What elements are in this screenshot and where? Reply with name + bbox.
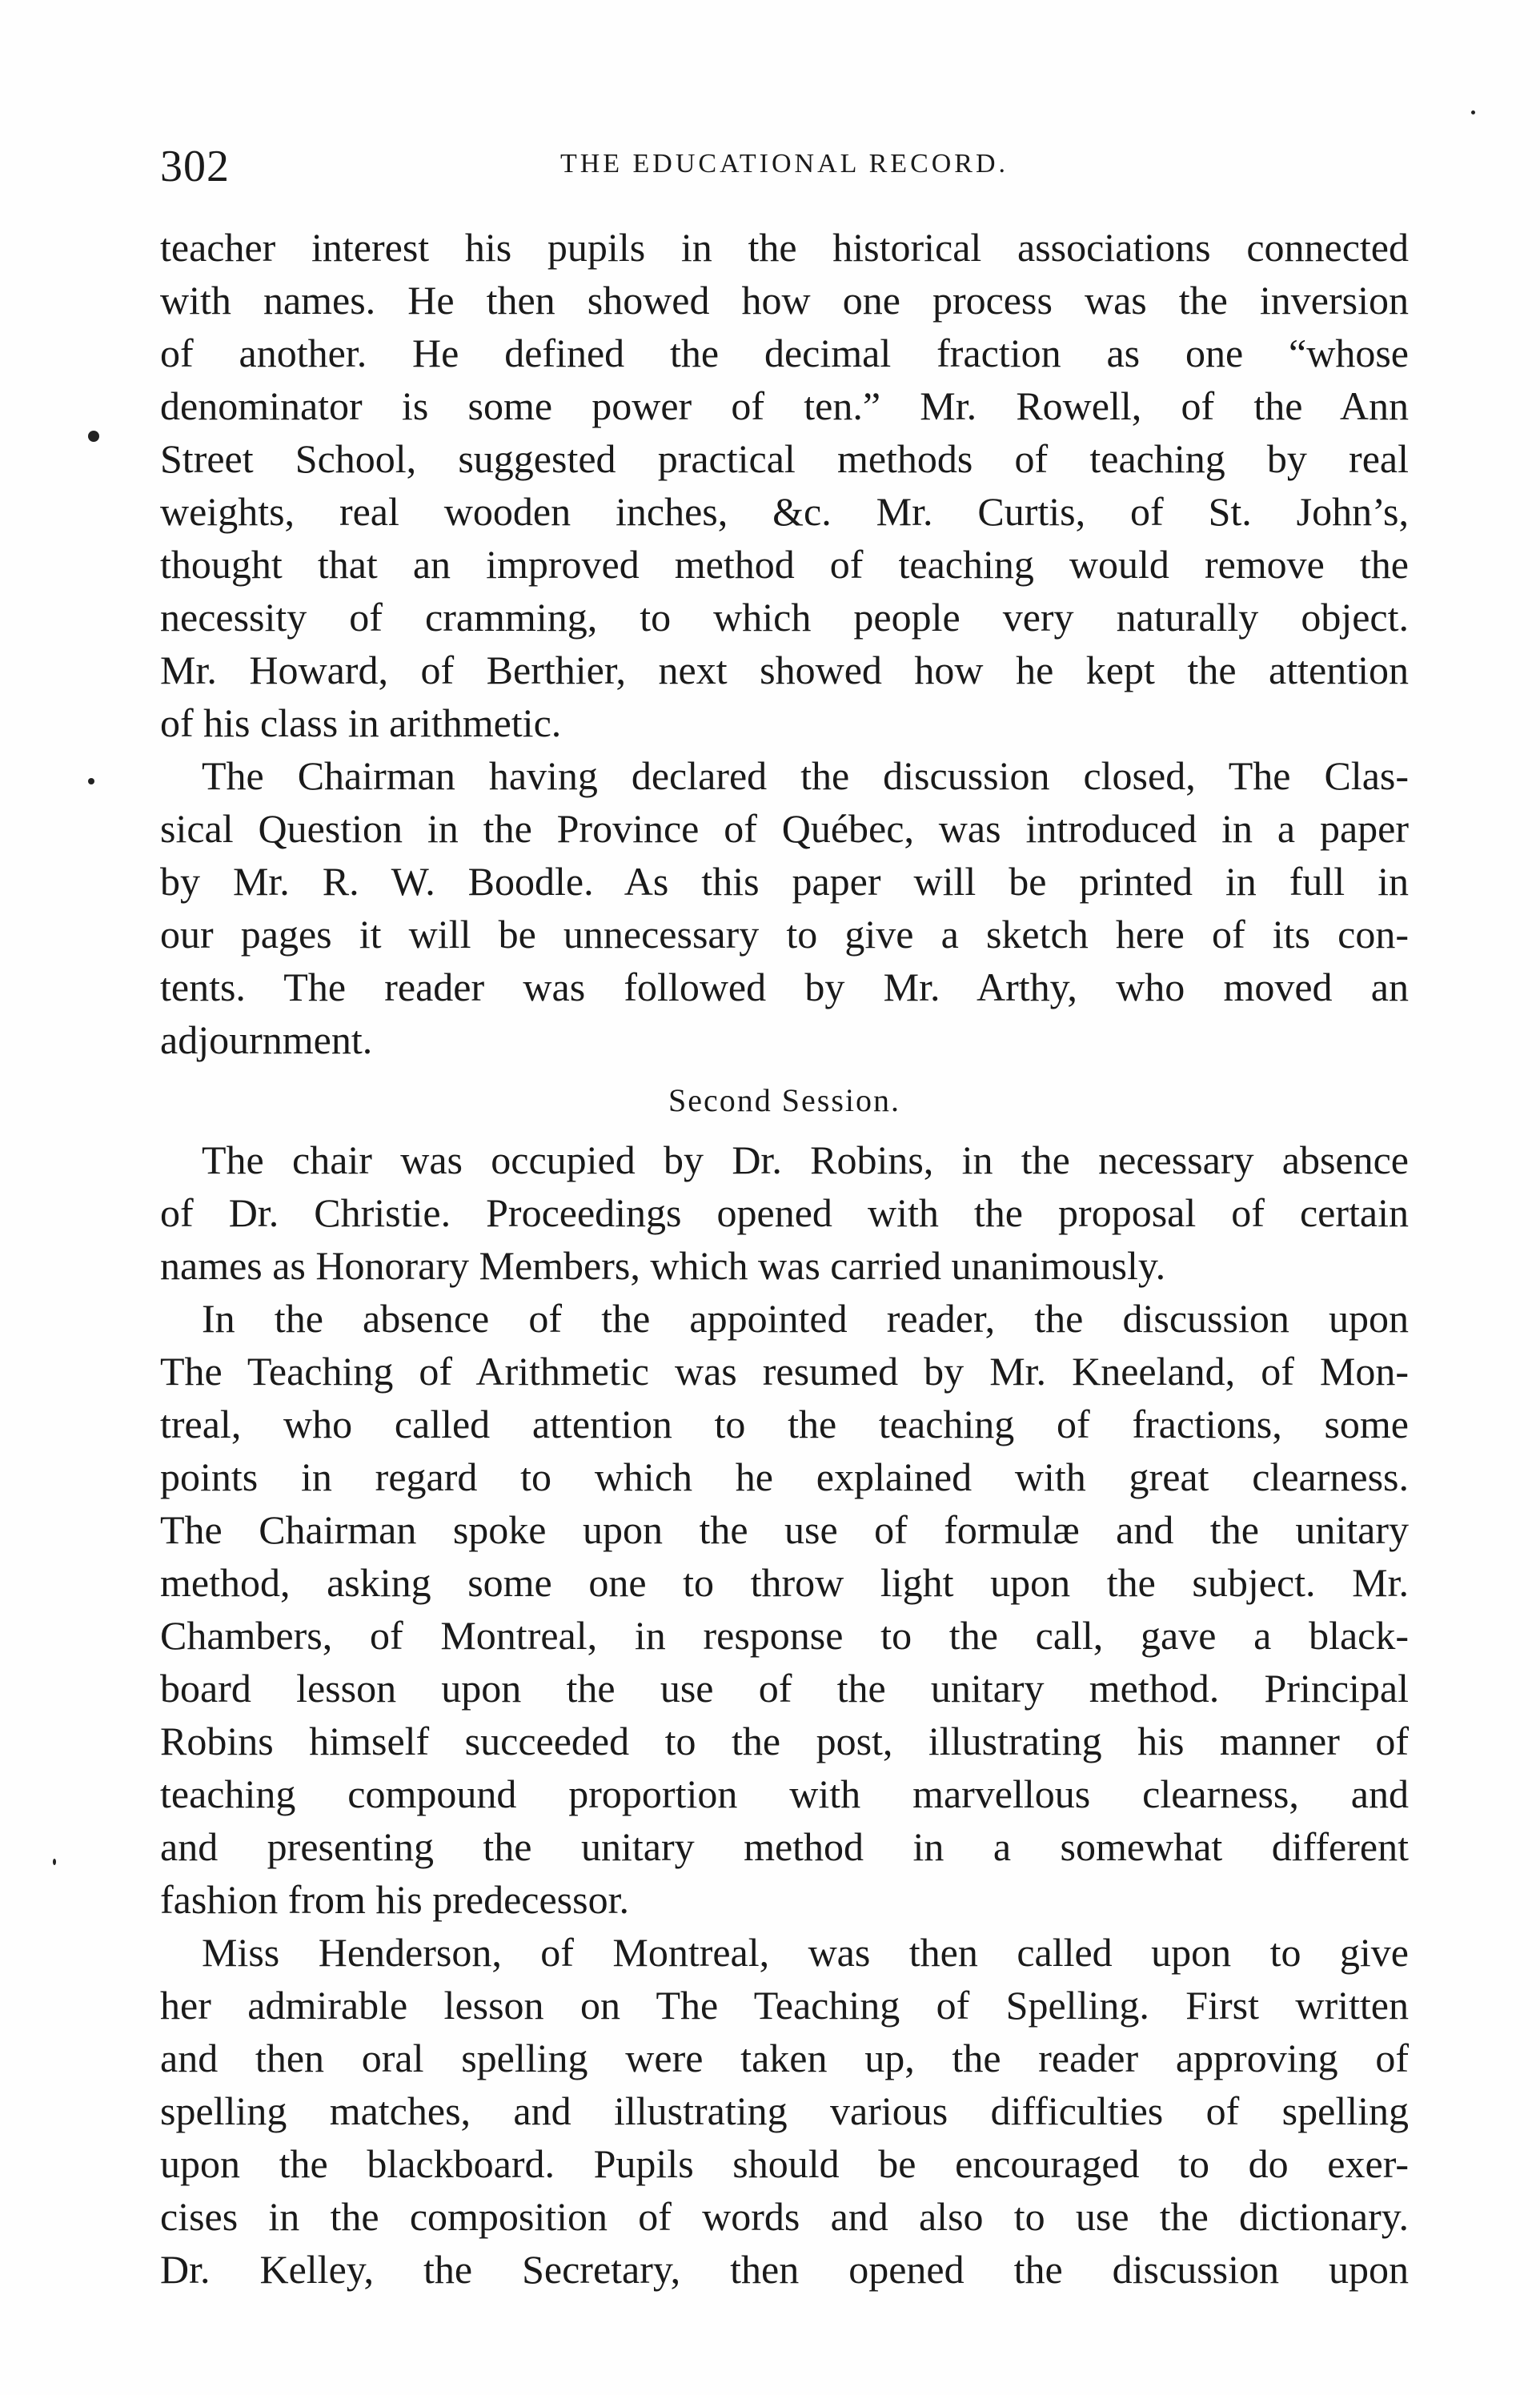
text-line: with names. He then showed how one process was the inversion: [160, 278, 1409, 323]
text-line: method, asking some one to throw light upon the subject. Mr.: [160, 1560, 1409, 1605]
page-number: 302: [160, 142, 230, 191]
text-line: treal, who called attention to the teaching of fractions, some: [160, 1402, 1409, 1446]
text-line: Dr. Kelley, the Secretary, then opened the discussion upon: [160, 2247, 1409, 2292]
text-line: adjournment.: [160, 1017, 373, 1062]
margin-speck: [1471, 110, 1475, 114]
text-line: names as Honorary Members, which was carried unanimously.: [160, 1243, 1166, 1288]
section-heading: Second Session.: [668, 1082, 900, 1118]
text-line: our pages it will be unnecessary to give a sketch here of its con-: [160, 912, 1409, 957]
body-text: [160, 221, 1409, 2296]
text-line: spelling matches, and illustrating various difficulties of spelling: [160, 2088, 1409, 2133]
text-line: cises in the composition of words and also to use the dictionary.: [160, 2194, 1409, 2239]
text-line: The Chairman spoke upon the use of formulæ and the unitary: [160, 1507, 1409, 1552]
running-title: THE EDUCATIONAL RECORD.: [559, 149, 1009, 179]
text-line: of another. He defined the decimal fraction as one “whose: [160, 331, 1409, 375]
text-line: and presenting the unitary method in a somewhat different: [160, 1824, 1409, 1869]
margin-speck: [53, 1859, 56, 1865]
text-line: sical Question in the Province of Québec, was introduced in a paper: [160, 806, 1409, 851]
text-line: The Chairman having declared the discussion closed, The Clas-: [202, 753, 1409, 798]
text-line: denominator is some power of ten.” Mr. Rowell, of the Ann: [160, 383, 1409, 428]
margin-speck: [88, 431, 99, 442]
text-line: upon the blackboard. Pupils should be encouraged to do exer-: [160, 2141, 1409, 2186]
text-line: teaching compound proportion with marvellous clearness, and: [160, 1771, 1409, 1816]
paragraph: [160, 1926, 1409, 2296]
text-line: Miss Henderson, of Montreal, was then called upon to give: [202, 1930, 1409, 1975]
text-line: tents. The reader was followed by Mr. Arthy, who moved an: [160, 965, 1409, 1009]
text-line: of his class in arithmetic.: [160, 700, 562, 745]
text-line: Street School, suggested practical methods of teaching by real: [160, 436, 1409, 481]
text-line: board lesson upon the use of the unitary method. Principal: [160, 1666, 1409, 1711]
text-line: necessity of cramming, to which people very naturally object.: [160, 595, 1409, 640]
text-line: The Teaching of Arithmetic was resumed by Mr. Kneeland, of Mon-: [160, 1349, 1409, 1394]
paragraph: [160, 221, 1409, 749]
text-line: Robins himself succeeded to the post, illustrating his manner of: [160, 1719, 1409, 1763]
paragraph: [160, 1133, 1409, 1292]
paragraph: [160, 749, 1409, 1066]
text-line: In the absence of the appointed reader, the discussion upon: [202, 1296, 1409, 1341]
text-line: The chair was occupied by Dr. Robins, in the necessary absence: [202, 1137, 1409, 1182]
text-line: Chambers, of Montreal, in response to the call, gave a black-: [160, 1613, 1409, 1658]
text-line: weights, real wooden inches, &c. Mr. Curtis, of St. John’s,: [160, 489, 1409, 534]
text-line: Mr. Howard, of Berthier, next showed how he kept the attention: [160, 648, 1409, 692]
text-line: teacher interest his pupils in the historical associations connected: [160, 225, 1409, 270]
text-line: and then oral spelling were taken up, the reader approving of: [160, 2036, 1409, 2080]
text-line: of Dr. Christie. Proceedings opened with the proposal of certain: [160, 1190, 1409, 1235]
text-line: by Mr. R. W. Boodle. As this paper will be printed in full in: [160, 859, 1409, 904]
text-line: her admirable lesson on The Teaching of Spelling. First written: [160, 1983, 1409, 2028]
text-line: fashion from his predecessor.: [160, 1877, 629, 1922]
text-line: thought that an improved method of teaching would remove the: [160, 542, 1409, 587]
page-header: [160, 141, 1409, 189]
paragraph: [160, 1292, 1409, 1926]
text-line: points in regard to which he explained with great clearness.: [160, 1454, 1409, 1499]
margin-speck: [88, 778, 94, 784]
